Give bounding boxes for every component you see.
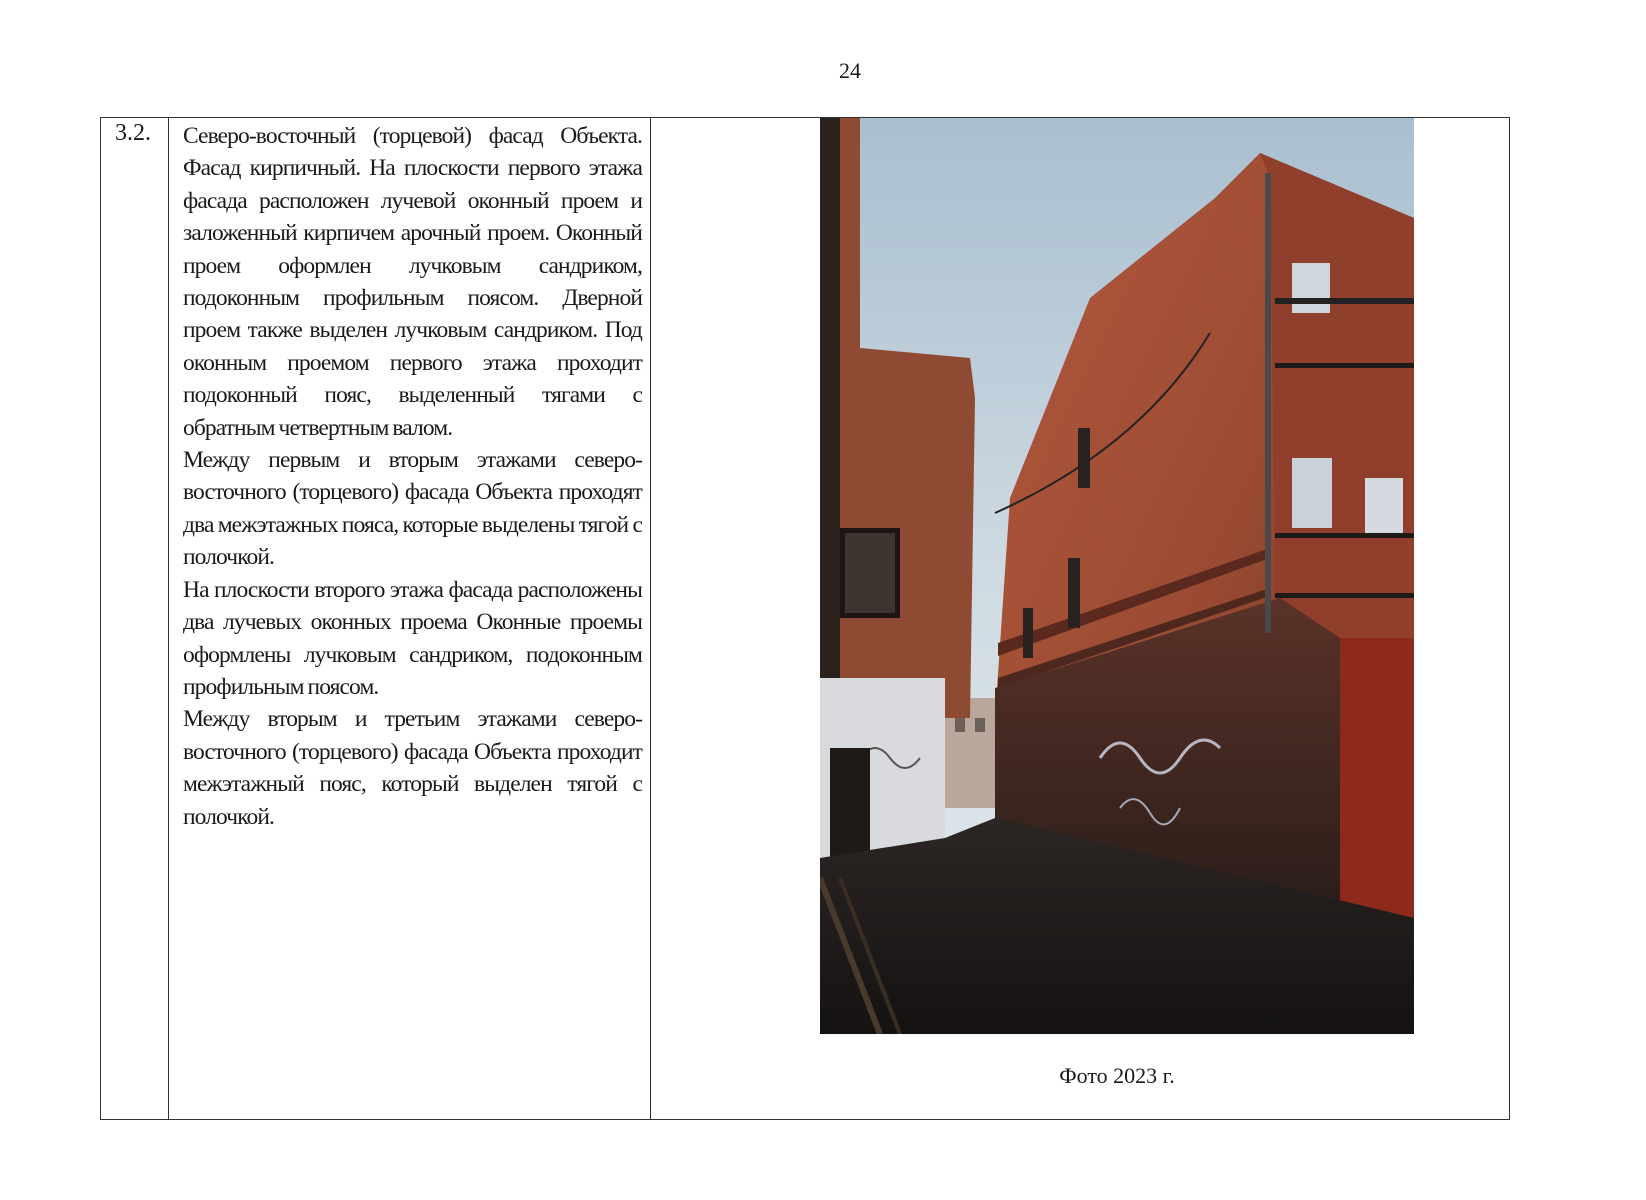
page-number: 24 (839, 58, 861, 83)
row-number: 3.2. (101, 118, 169, 1119)
description-paragraph: Между вторым и третьим этажами северо-восточного (торцевого) фасада Объекта проходит межэтажный пояс, который выделен тягой с полочкой. (183, 706, 642, 830)
description-paragraph: На плоскости второго этажа фасада расположены два лучевых оконных проема Оконные проемы оформлены лучковым сандриком, подоконным профильным поясом. (183, 576, 642, 700)
description-table (100, 117, 1510, 1120)
description-paragraph: Северо-восточный (торцевой) фасад Объекта. Фасад кирпичный. На плоскости первого этажа фасада расположен лучевой оконный проем и заложенный кирпичем арочный проем. Оконный проем оформлен лучковым сандриком, подоконным профильным поясом. Дверной проем также выделен лучковым сандриком. Под оконным проемом первого этажа проходит подоконный пояс, выделенный тягами с обратным четвертным валом. (183, 123, 642, 441)
facade-photo (820, 118, 1414, 1034)
photo-caption: Фото 2023 г. (1059, 1063, 1175, 1088)
description-paragraph: Между первым и вторым этажами северо-восточного (торцевого) фасада Объекта проходят два межэтажных пояса, которые выделены тягой с полочкой. (183, 447, 642, 571)
facade-description (169, 118, 651, 1119)
photo-cell (651, 118, 1509, 1119)
